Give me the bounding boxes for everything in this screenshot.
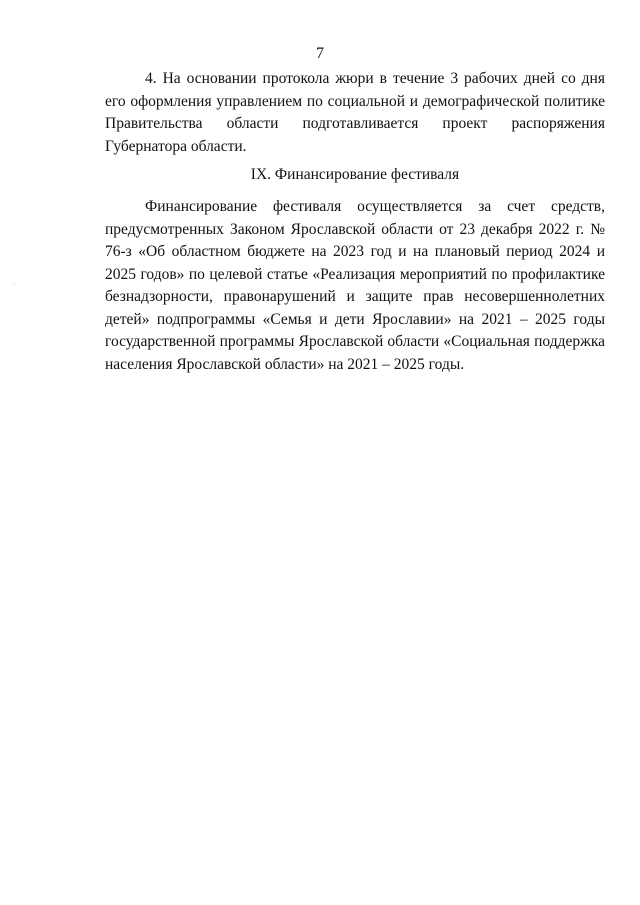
page-number: 7: [316, 45, 324, 62]
scan-speck: [14, 283, 15, 284]
section-heading: IX. Финансирование фестиваля: [250, 166, 460, 183]
paragraph-item-4: 4. На основании протокола жюри в течение 3 рабочих дней со дня его оформления управлением по социальной и демографической политике Правительства области подготавливается проект распоряжения Губернатора области.: [105, 70, 605, 155]
financing-paragraph: Финансирование фестиваля осуществляется за счет средств, предусмотренных Законом Ярославской области от 23 декабря 2022 г. № 76-з «Об областном бюджете на 2023 год и на плановый период 2024 и 2025 годов» по целевой статье «Реализация мероприятий по профилактике безнадзорности, правонарушений и защите прав несовершеннолетних детей» подпрограммы «Семья и дети Ярославии» на 2021 – 2025 годы государственной программы Ярославской области «Социальная поддержка населения Ярославской области» на 2021 – 2025 годы.: [105, 198, 605, 373]
